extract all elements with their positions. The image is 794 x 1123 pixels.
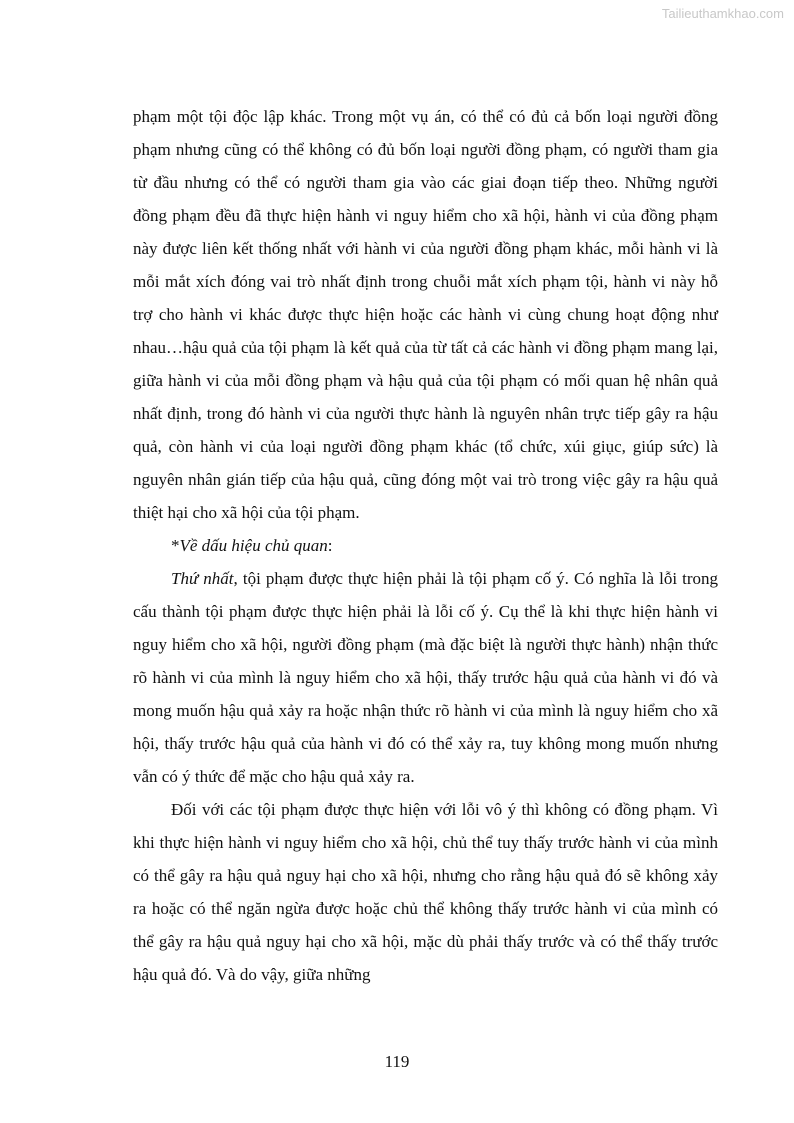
paragraph-continuation: phạm một tội độc lập khác. Trong một vụ án, có thể có đủ cả bốn loại người đồng phạm nhưng cũng có thể không có đủ bốn loại người đồng phạm, có người tham gia từ đầu nhưng có thể có người tham gia vào các giai đoạn tiếp theo. Những người đồng phạm đều đã thực hiện hành vi nguy hiểm cho xã hội, hành vi của đồng phạm này được liên kết thống nhất với hành vi của người đồng phạm khác, mỗi hành vi là mỗi mắt xích đóng vai trò nhất định trong chuỗi mắt xích phạm tội, hành vi này hỗ trợ cho hành vi khác được thực hiện hoặc các hành vi cùng chung hoạt động như nhau…hậu quả của tội phạm là kết quả của từ tất cả các hành vi đồng phạm mang lại, giữa hành vi của mỗi đồng phạm và hậu quả của tội phạm có mối quan hệ nhân quả nhất định, trong đó hành vi của người thực hành là nguyên nhân trực tiếp gây ra hậu quả, còn hành vi của loại người đồng phạm khác (tổ chức, xúi giục, giúp sức) là nguyên nhân gián tiếp của hậu quả, cũng đóng một vai trò trong việc gây ra hậu quả thiệt hại cho xã hội của tội phạm. <box>133 107 718 522</box>
watermark-text: Tailieuthamkhao.com <box>661 6 784 21</box>
heading-italic-text: Về dấu hiệu chủ quan <box>179 536 328 555</box>
heading-prefix: * <box>171 536 180 555</box>
heading-suffix: : <box>327 536 333 555</box>
paragraph-negligence: Đối với các tội phạm được thực hiện với lỗi vô ý thì không có đồng phạm. Vì khi thực hiện hành vi nguy hiểm cho xã hội, chủ thể tuy thấy trước hành vi của mình có thể gây ra hậu quả nguy hại cho xã hội, nhưng cho rằng hậu quả đó sẽ không xảy ra hoặc có thể ngăn ngừa được hoặc chủ thể không thấy trước hành vi của mình có thể gây ra hậu quả nguy hại cho xã hội, mặc dù phải thấy trước và có thể thấy trước hậu quả đó. Và do vậy, giữa những <box>133 800 718 984</box>
page-body <box>133 100 718 991</box>
page-number: 119 <box>384 1052 410 1071</box>
first-point-label: Thứ nhất <box>171 569 234 588</box>
paragraph-first-point <box>133 562 718 793</box>
section-heading-subjective-signs <box>133 529 718 562</box>
first-point-text: , tội phạm được thực hiện phải là tội phạm cố ý. Có nghĩa là lỗi trong cấu thành tội phạm được thực hiện phải là lỗi cố ý. Cụ thể là khi thực hiện hành vi nguy hiểm cho xã hội, người đồng phạm (mà đặc biệt là người thực hành) nhận thức rõ hành vi của mình là nguy hiểm cho xã hội, thấy trước hậu quả của hành vi đó và mong muốn hậu quả xảy ra hoặc nhận thức rõ hành vi của mình là nguy hiểm cho xã hội, thấy trước hậu quả của hành vi đó có thể xảy ra, tuy không mong muốn nhưng vẫn có ý thức để mặc cho hậu quả xảy ra. <box>133 569 718 786</box>
